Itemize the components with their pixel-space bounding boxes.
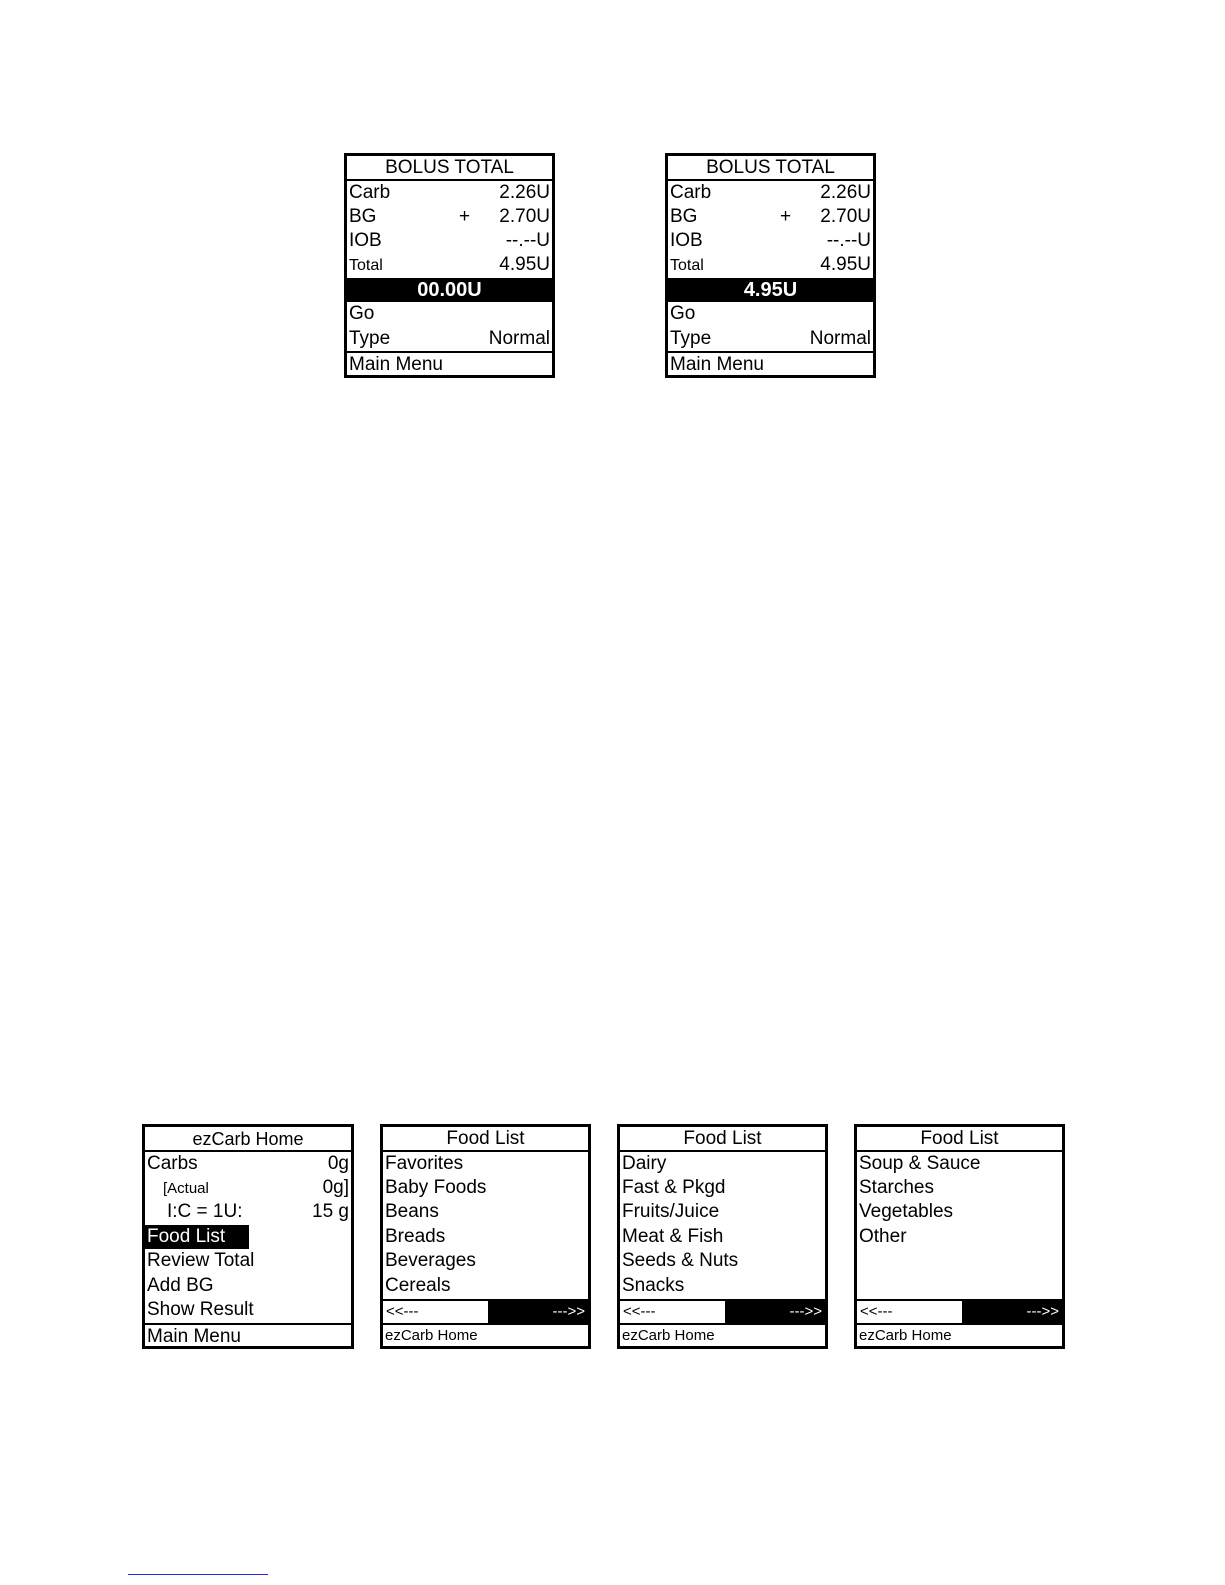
carb-value: 2.26U: [820, 182, 871, 203]
main-menu-option[interactable]: [347, 351, 552, 375]
food-category-item[interactable]: [857, 1200, 1062, 1224]
food-category-item[interactable]: [620, 1200, 825, 1224]
carbs-value: 0g: [327, 1153, 349, 1174]
food-category-label: Meat & Fish: [622, 1226, 724, 1247]
ezcarb-home-option[interactable]: [383, 1323, 588, 1347]
main-menu-label: Main Menu: [147, 1326, 241, 1347]
go-option[interactable]: [347, 302, 552, 326]
carbs-row: [145, 1152, 351, 1176]
actual-label: [Actual: [163, 1180, 209, 1197]
page-nav: [383, 1299, 588, 1323]
bolus-total-screen: [665, 153, 876, 378]
dose-display[interactable]: 00.00U: [347, 278, 552, 302]
food-category-label: Snacks: [622, 1275, 685, 1296]
bg-operator: +: [459, 206, 471, 227]
food-category-item[interactable]: [857, 1176, 1062, 1200]
food-category-label: Favorites: [385, 1153, 464, 1174]
food-category-label: Beans: [385, 1201, 439, 1222]
iob-row: [347, 229, 552, 253]
food-category-item[interactable]: [383, 1225, 588, 1249]
iob-value: --.--U: [505, 230, 550, 251]
food-category-item[interactable]: [383, 1176, 588, 1200]
main-menu-option[interactable]: [145, 1323, 351, 1347]
actual-row: [145, 1176, 351, 1200]
main-menu-label: Main Menu: [349, 354, 443, 375]
screen-title: BOLUS TOTAL: [347, 156, 552, 181]
carb-value: 2.26U: [499, 182, 550, 203]
carb-label: Carb: [670, 182, 712, 203]
carb-label: Carb: [349, 182, 391, 203]
food-category-label: Beverages: [385, 1250, 476, 1271]
food-category-label: Breads: [385, 1226, 446, 1247]
screen-title: BOLUS TOTAL: [668, 156, 873, 181]
go-label: Go: [670, 303, 696, 324]
go-option[interactable]: [668, 302, 873, 326]
food-category-label: Vegetables: [859, 1201, 954, 1222]
bolus-total-screen: [344, 153, 555, 378]
ic-ratio-row: [145, 1200, 351, 1224]
menu-item-label: Food List: [145, 1225, 249, 1249]
actual-value: 0g]: [322, 1177, 349, 1198]
food-category-item[interactable]: [383, 1152, 588, 1176]
dose-display[interactable]: 4.95U: [668, 278, 873, 302]
food-category-label: Dairy: [622, 1153, 667, 1174]
food-category-label: Baby Foods: [385, 1177, 487, 1198]
main-menu-label: Main Menu: [670, 354, 764, 375]
food-category-label: Fruits/Juice: [622, 1201, 720, 1222]
bg-operator: +: [780, 206, 792, 227]
ezcarb-home-label: ezCarb Home: [859, 1327, 952, 1344]
iob-label: IOB: [670, 230, 703, 251]
prev-page-button[interactable]: <<---: [623, 1303, 656, 1320]
carbs-label: Carbs: [147, 1153, 198, 1174]
bg-label: BG: [670, 206, 698, 227]
food-category-item[interactable]: [383, 1200, 588, 1224]
next-page-button[interactable]: --->>: [962, 1301, 1062, 1323]
food-category-label: Seeds & Nuts: [622, 1250, 739, 1271]
iob-value: --.--U: [826, 230, 871, 251]
menu-item-review-total[interactable]: [145, 1249, 351, 1273]
total-value: 4.95U: [499, 254, 550, 275]
food-category-item[interactable]: [383, 1274, 588, 1298]
ezcarb-home-label: ezCarb Home: [622, 1327, 715, 1344]
type-label: Type: [670, 328, 712, 349]
menu-item-label: Show Result: [147, 1299, 254, 1320]
ezcarb-home-screen: [142, 1124, 354, 1349]
food-category-label: Other: [859, 1226, 907, 1247]
bg-row: [668, 205, 873, 229]
food-category-item[interactable]: [857, 1225, 1062, 1249]
ezcarb-home-option[interactable]: [620, 1323, 825, 1347]
bg-value: 2.70U: [820, 206, 871, 227]
screen-title: ezCarb Home: [145, 1127, 351, 1152]
iob-label: IOB: [349, 230, 382, 251]
page-nav: [857, 1299, 1062, 1323]
bg-label: BG: [349, 206, 377, 227]
type-value: Normal: [488, 328, 550, 349]
type-value: Normal: [809, 328, 871, 349]
prev-page-button[interactable]: <<---: [860, 1303, 893, 1320]
food-category-item[interactable]: [620, 1274, 825, 1298]
carb-row: [668, 181, 873, 205]
menu-item-label: Add BG: [147, 1275, 214, 1296]
menu-item-food-list[interactable]: [145, 1225, 351, 1249]
main-menu-option[interactable]: [668, 351, 873, 375]
food-category-item[interactable]: [620, 1176, 825, 1200]
food-category-item[interactable]: [620, 1249, 825, 1273]
type-option[interactable]: [347, 327, 552, 351]
total-label: Total: [349, 257, 383, 274]
screen-title: Food List: [383, 1127, 588, 1152]
type-option[interactable]: [668, 327, 873, 351]
carb-row: [347, 181, 552, 205]
menu-item-show-result[interactable]: [145, 1298, 351, 1322]
next-page-button[interactable]: --->>: [488, 1301, 588, 1323]
total-value: 4.95U: [820, 254, 871, 275]
food-category-item[interactable]: [383, 1249, 588, 1273]
food-category-label: Soup & Sauce: [859, 1153, 981, 1174]
next-page-button[interactable]: --->>: [725, 1301, 825, 1323]
food-list-screen: [617, 1124, 828, 1349]
iob-row: [668, 229, 873, 253]
food-list-screen: [854, 1124, 1065, 1349]
footnote-rule: [128, 1574, 268, 1575]
prev-page-button[interactable]: <<---: [386, 1303, 419, 1320]
menu-item-add-bg[interactable]: [145, 1274, 351, 1298]
bg-value: 2.70U: [499, 206, 550, 227]
screen-title: Food List: [857, 1127, 1062, 1152]
ic-ratio-label: I:C = 1U:: [167, 1201, 243, 1222]
ic-ratio-value: 15 g: [312, 1201, 349, 1222]
type-label: Type: [349, 328, 391, 349]
go-label: Go: [349, 303, 375, 324]
ezcarb-home-option[interactable]: [857, 1323, 1062, 1347]
food-category-item[interactable]: [620, 1152, 825, 1176]
ezcarb-home-label: ezCarb Home: [385, 1327, 478, 1344]
bg-row: [347, 205, 552, 229]
screen-title: Food List: [620, 1127, 825, 1152]
food-category-item[interactable]: [857, 1152, 1062, 1176]
page-nav: [620, 1299, 825, 1323]
food-category-label: Fast & Pkgd: [622, 1177, 726, 1198]
food-list-screen: [380, 1124, 591, 1349]
food-category-item[interactable]: [620, 1225, 825, 1249]
total-row: [668, 253, 873, 277]
total-row: [347, 253, 552, 277]
food-category-label: Starches: [859, 1177, 934, 1198]
total-label: Total: [670, 257, 704, 274]
menu-item-label: Review Total: [147, 1250, 255, 1271]
food-category-label: Cereals: [385, 1275, 451, 1296]
